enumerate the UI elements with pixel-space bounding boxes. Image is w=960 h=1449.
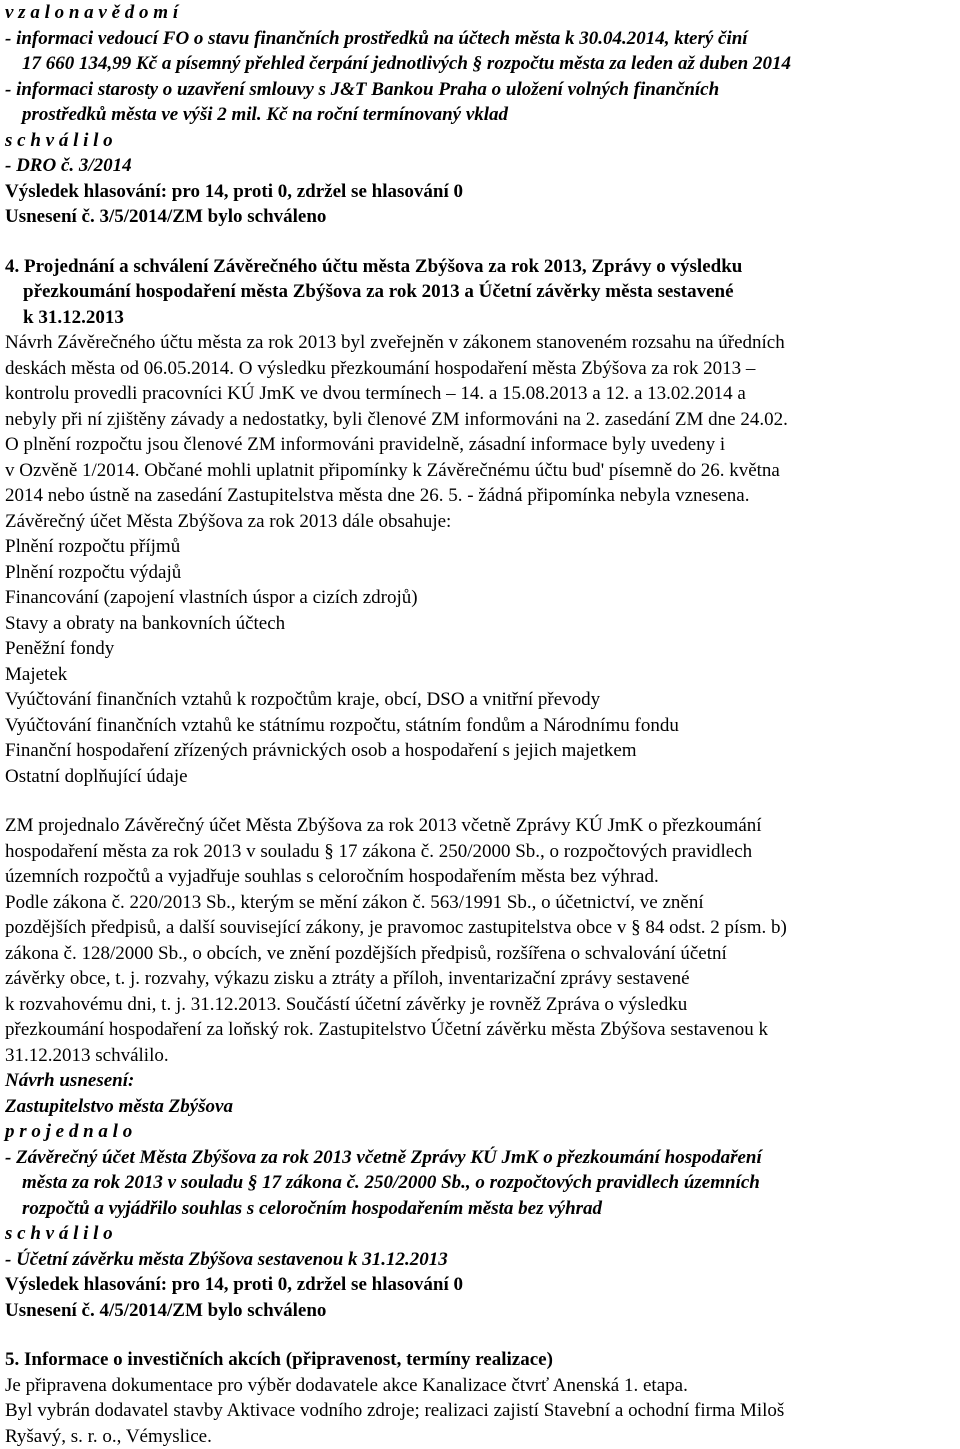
info-finance-line-2: 17 660 134,99 Kč a písemný přehled čerpání jednotlivých § rozpočtu města za leden až duben 2014 [5,51,956,77]
list-item: Financování (zapojení vlastních úspor a cizích zdrojů) [5,585,956,611]
text-line: zákona č. 128/2000 Sb., o obcích, ve znění pozdějších předpisů, rozšířena o schvalování účetní [5,941,956,967]
text-line: pozdějších předpisů, a další související zákony, je pravomoc zastupitelstva obce v § 84 odst. 2 písm. b) [5,915,956,941]
spacer [5,789,956,813]
proposal-label: Návrh usnesení: [5,1068,956,1094]
text-line: hospodaření města za rok 2013 v souladu § 17 zákona č. 250/2000 Sb., o rozpočtových pravidlech [5,839,956,865]
text-line: územních rozpočtů a vyjadřuje souhlas s celoročním hospodařením města bez výhrad. [5,864,956,890]
info-finance-line-1: - informaci vedoucí FO o stavu finančních prostředků na účtech města k 30.04.2014, který činí [5,26,956,52]
info-contract-line-2: prostředků města ve výši 2 mil. Kč na roční termínovaný vklad [5,102,956,128]
section-4-heading-line-1: 4. Projednání a schválení Závěrečného účtu města Zbýšova za rok 2013, Zprávy o výsledku [5,254,956,280]
text-line: O plnění rozpočtu jsou členové ZM informováni pravidelně, zásadní informace byly uvedeny i [5,432,956,458]
list-item: Majetek [5,662,956,688]
item-1-line-2: města za rok 2013 v souladu § 17 zákona č. 250/2000 Sb., o rozpočtových pravidlech územních [5,1170,956,1196]
vote-result: Výsledek hlasování: pro 14, proti 0, zdržel se hlasování 0 [5,179,956,205]
vzalo-heading: v z a l o n a v ě d o m í [5,0,956,26]
list-item: Ostatní doplňující údaje [5,764,956,790]
text-line: ZM projednalo Závěrečný účet Města Zbýšova za rok 2013 včetně Zprávy KÚ JmK o přezkoumání [5,813,956,839]
section-4-heading-line-3: k 31.12.2013 [5,305,956,331]
text-line: 31.12.2013 schválilo. [5,1043,956,1069]
text-line: přezkoumání hospodaření za loňský rok. Zastupitelstvo Účetní závěrku města Zbýšova sestavenou k [5,1017,956,1043]
text-line: nebyly při ní zjištěny závady a nedostatky, byli členové ZM informováni na 2. zasedání ZM dne 24.02. [5,407,956,433]
section-5 [5,1347,956,1449]
text-line: Ryšavý, s. r. o., Vémyslice. [5,1424,956,1449]
vote-result: Výsledek hlasování: pro 14, proti 0, zdržel se hlasování 0 [5,1272,956,1298]
text-line: Podle zákona č. 220/2013 Sb., kterým se mění zákon č. 563/1991 Sb., o účetnictví, ve znění [5,890,956,916]
schvalilo-label: s c h v á l i l o [5,128,956,154]
text-line: Návrh Závěrečného účtu města za rok 2013 byl zveřejněn v zákonem stanoveném rozsahu na úředních [5,330,956,356]
text-line: Závěrečný účet Města Zbýšova za rok 2013 dále obsahuje: [5,509,956,535]
paragraph-2 [5,813,956,1068]
item-1-line-3: rozpočtů a vyjádřilo souhlas s celoročním hospodařením města bez výhrad [5,1196,956,1222]
text-line: v Ozvěně 1/2014. Občané mohli uplatnit připomínky k Závěrečnému účtu bud' písemně do 26. května [5,458,956,484]
section-4 [5,254,956,1324]
list-item: Peněžní fondy [5,636,956,662]
resolution-line: Usnesení č. 4/5/2014/ZM bylo schváleno [5,1298,956,1324]
council-name: Zastupitelstvo města Zbýšova [5,1094,956,1120]
spacer [5,1323,956,1347]
list-item: Plnění rozpočtu příjmů [5,534,956,560]
paragraph-1 [5,330,956,534]
list-item: Vyúčtování finančních vztahů ke státnímu rozpočtu, státním fondům a Národnímu fondu [5,713,956,739]
list-item: Vyúčtování finančních vztahů k rozpočtům kraje, obcí, DSO a vnitřní převody [5,687,956,713]
text-line: kontrolu provedli pracovníci KÚ JmK ve dvou termínech – 14. a 15.08.2013 a 12. a 13.02.2014 a [5,381,956,407]
text-line: deskách města od 06.05.2014. O výsledku přezkoumání hospodaření města Zbýšova za rok 2013 – [5,356,956,382]
item-2: - Účetní závěrku města Zbýšova sestavenou k 31.12.2013 [5,1247,956,1273]
info-contract-line-1: - informaci starosty o uzavření smlouvy s J&T Bankou Praha o uložení volných finančních [5,77,956,103]
text-line: Je připravena dokumentace pro výběr dodavatele akce Kanalizace čtvrť Anenská 1. etapa. [5,1373,956,1399]
item-1-line-1: - Závěrečný účet Města Zbýšova za rok 2013 včetně Zprávy KÚ JmK o přezkoumání hospodaření [5,1145,956,1171]
resolution-line: Usnesení č. 3/5/2014/ZM bylo schváleno [5,204,956,230]
list-item: Finanční hospodaření zřízených právnických osob a hospodaření s jejich majetkem [5,738,956,764]
dro-item: - DRO č. 3/2014 [5,153,956,179]
list-item: Plnění rozpočtu výdajů [5,560,956,586]
text-line: k rozvahovému dni, t. j. 31.12.2013. Součástí účetní závěrky je rovněž Zpráva o výsledku [5,992,956,1018]
schvalilo-label: s c h v á l i l o [5,1221,956,1247]
notes-block [5,0,956,230]
section-5-heading: 5. Informace o investičních akcích (připravenost, termíny realizace) [5,1347,956,1373]
list-item: Stavy a obraty na bankovních účtech [5,611,956,637]
projednalo-label: p r o j e d n a l o [5,1119,956,1145]
text-line: závěrky obce, t. j. rozvahy, výkazu zisku a ztráty a příloh, inventarizační zprávy sestavené [5,966,956,992]
text-line: 2014 nebo ústně na zasedání Zastupitelstva města dne 26. 5. - žádná připomínka nebyla vznesena. [5,483,956,509]
contents-list [5,534,956,789]
text-line: Byl vybrán dodavatel stavby Aktivace vodního zdroje; realizaci zajistí Stavební a ochodní firma Miloš [5,1398,956,1424]
section-4-heading-line-2: přezkoumání hospodaření města Zbýšova za rok 2013 a Účetní závěrky města sestavené [5,279,956,305]
spacer [5,230,956,254]
